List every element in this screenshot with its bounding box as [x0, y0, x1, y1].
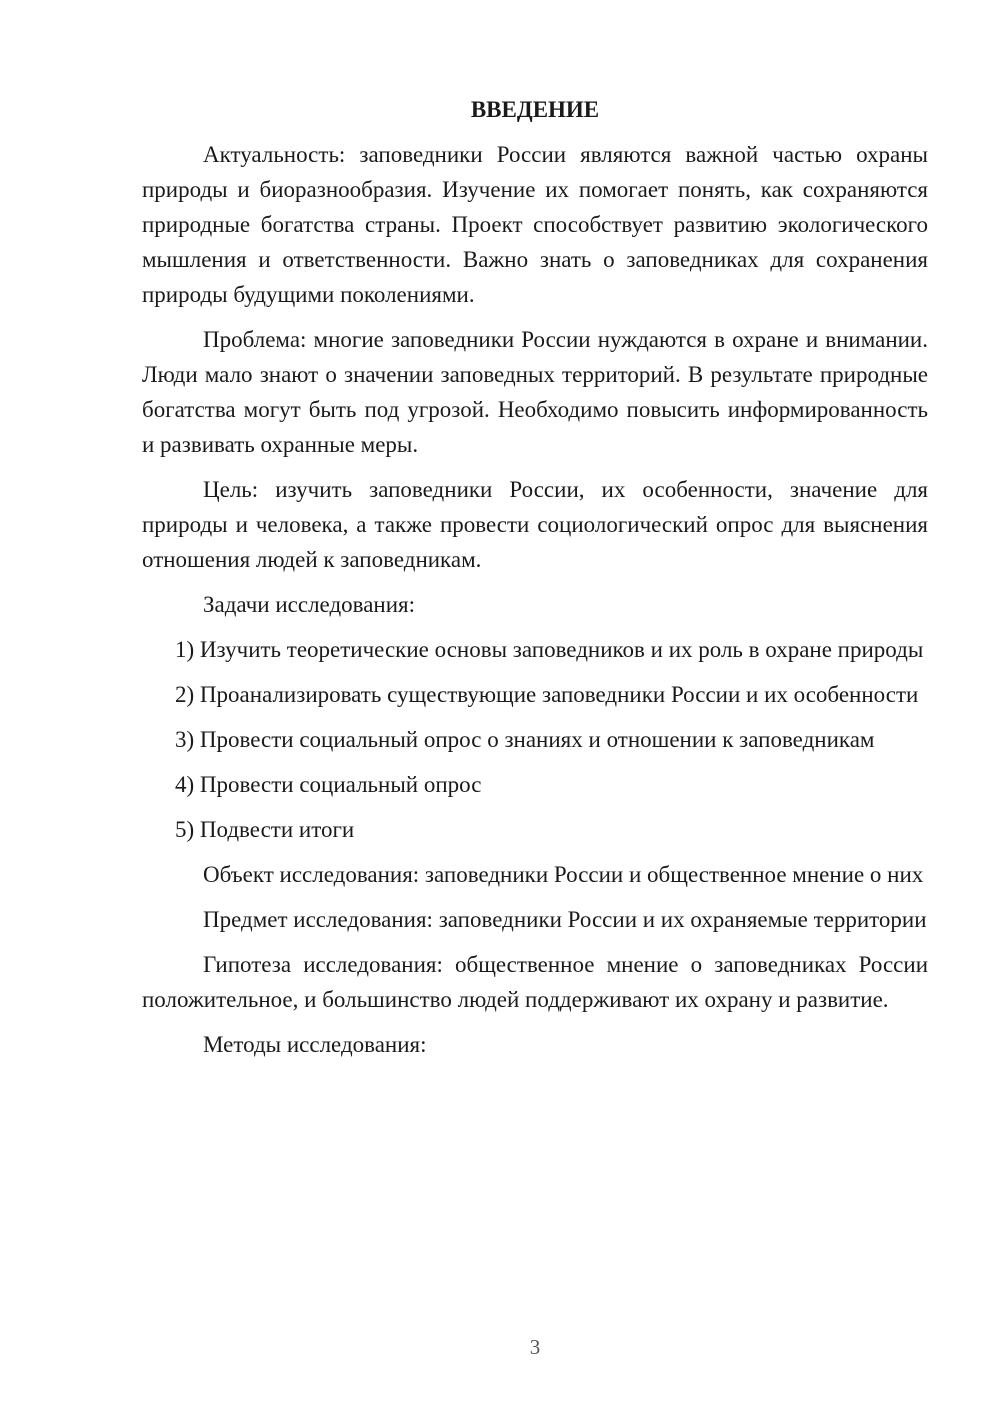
paragraph-hypothesis: Гипотеза исследования: общественное мнение о заповедниках России положительное, и большинство людей поддерживают их охрану и развитие.: [142, 952, 928, 1012]
task-item-3: 3) Провести социальный опрос о знаниях и отношении к заповедникам: [175, 727, 875, 752]
section-title: ВВЕДЕНИЕ: [470, 97, 600, 122]
page-number: 3: [529, 1335, 541, 1359]
paragraph-subject: Предмет исследования: заповедники России и их охраняемые территории: [203, 907, 927, 932]
document-page: [142, 92, 928, 1062]
paragraph-object: Объект исследования: заповедники России и общественное мнение о них: [203, 862, 924, 887]
paragraph-methods: Методы исследования:: [203, 1032, 427, 1057]
task-item-2: 2) Проанализировать существующие заповедники России и их особенности: [175, 682, 919, 707]
paragraph-goal: Цель: изучить заповедники России, их особенности, значение для природы и человека, а также провести социологический опрос для выяснения отношения людей к заповедникам.: [142, 477, 928, 572]
task-item-4: 4) Провести социальный опрос: [175, 772, 482, 797]
task-item-5: 5) Подвести итоги: [175, 817, 355, 842]
paragraph-tasks-heading: Задачи исследования:: [203, 592, 416, 617]
paragraph-relevance: Актуальность: заповедники России являются важной частью охраны природы и биоразнообразия. Изучение их помогает понять, как сохраняются природные богатства страны. Проект способствует развитию экологического мышления и ответственности. Важно знать о заповедниках для сохранения природы будущими поколениями.: [142, 142, 928, 307]
paragraph-problem: Проблема: многие заповедники России нуждаются в охране и внимании. Люди мало знают о значении заповедных территорий. В результате природные богатства могут быть под угрозой. Необходимо повысить информированность и развивать охранные меры.: [142, 327, 928, 457]
task-item-1: 1) Изучить теоретические основы заповедников и их роль в охране природы: [175, 637, 924, 662]
